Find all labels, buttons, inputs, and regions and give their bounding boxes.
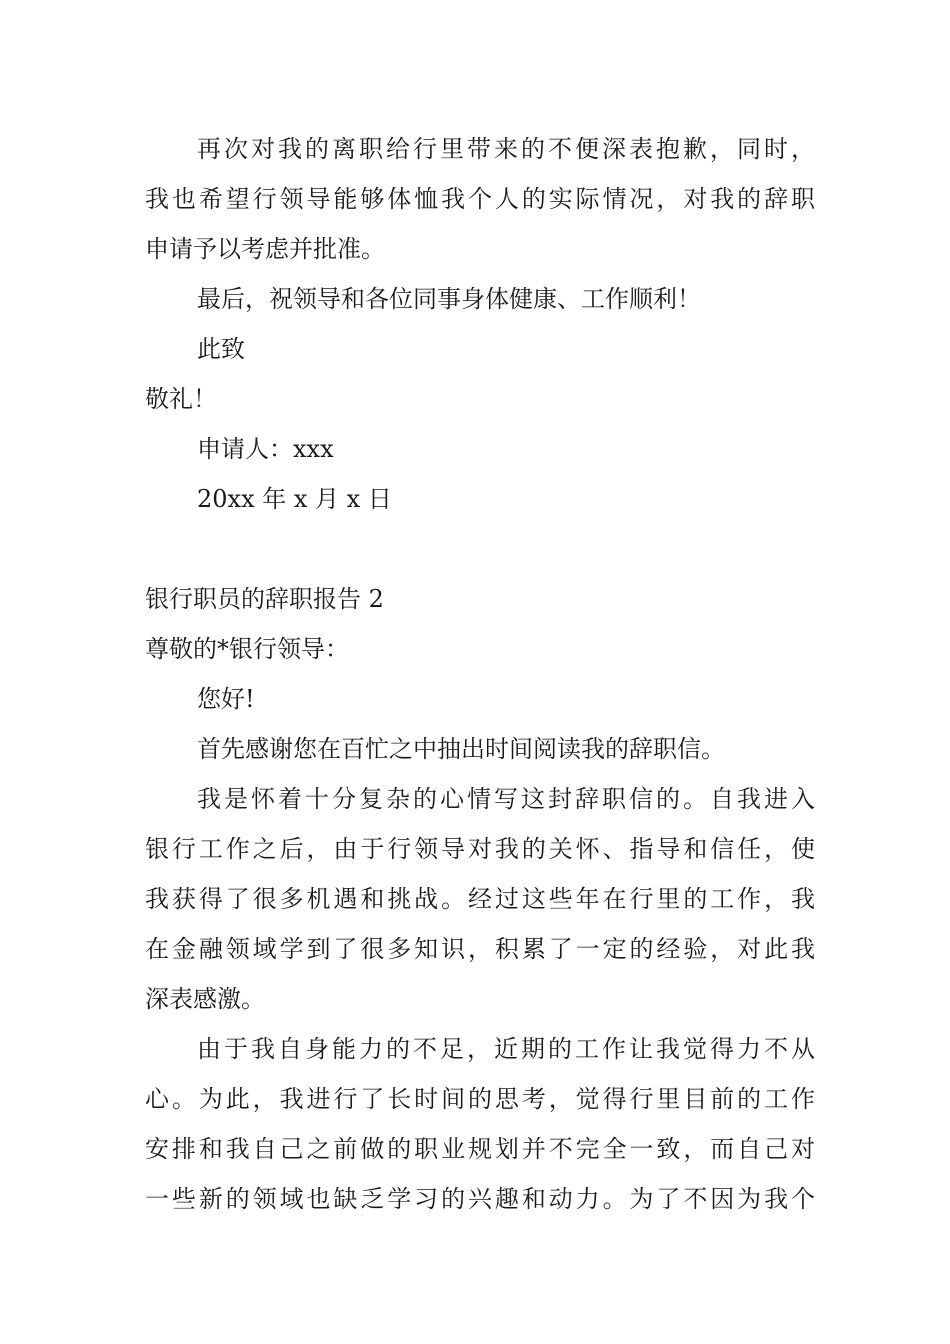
applicant-signature: 申请人：xxx [197, 435, 334, 463]
paragraph-line: 我也希望行领导能够体恤我个人的实际情况，对我的辞职 [145, 185, 815, 213]
salutation-closing: 敬礼！ [145, 385, 217, 413]
section-title: 银行职员的辞职报告 2 [145, 585, 384, 613]
paragraph-line: 我是怀着十分复杂的心情写这封辞职信的。自我进入 [197, 785, 815, 813]
paragraph-line: 心。为此，我进行了长时间的思考，觉得行里目前的工作 [145, 1085, 815, 1113]
paragraph-line: 再次对我的离职给行里带来的不便深表抱歉，同时， [197, 135, 815, 163]
recipient-greeting: 尊敬的*银行领导： [145, 635, 349, 663]
date-line: 20xx 年 x 月 x 日 [197, 485, 392, 513]
paragraph-line: 最后，祝领导和各位同事身体健康、工作顺利！ [197, 285, 701, 313]
paragraph-line: 一些新的领域也缺乏学习的兴趣和动力。为了不因为我个 [145, 1185, 815, 1213]
paragraph-line: 由于我自身能力的不足，近期的工作让我觉得力不从 [197, 1035, 815, 1063]
paragraph-line: 首先感谢您在百忙之中抽出时间阅读我的辞职信。 [197, 735, 725, 763]
paragraph-line: 安排和我自己之前做的职业规划并不完全一致，而自己对 [145, 1135, 815, 1163]
closing-phrase: 此致 [197, 335, 245, 363]
paragraph-line: 在金融领域学到了很多知识，积累了一定的经验，对此我 [145, 935, 815, 963]
greeting-line: 您好! [197, 685, 255, 713]
paragraph-line: 深表感激。 [145, 985, 265, 1013]
paragraph-line: 银行工作之后，由于行领导对我的关怀、指导和信任，使 [145, 835, 815, 863]
paragraph-line: 我获得了很多机遇和挑战。经过这些年在行里的工作，我 [145, 885, 815, 913]
paragraph-line: 申请予以考虑并批准。 [145, 235, 385, 263]
